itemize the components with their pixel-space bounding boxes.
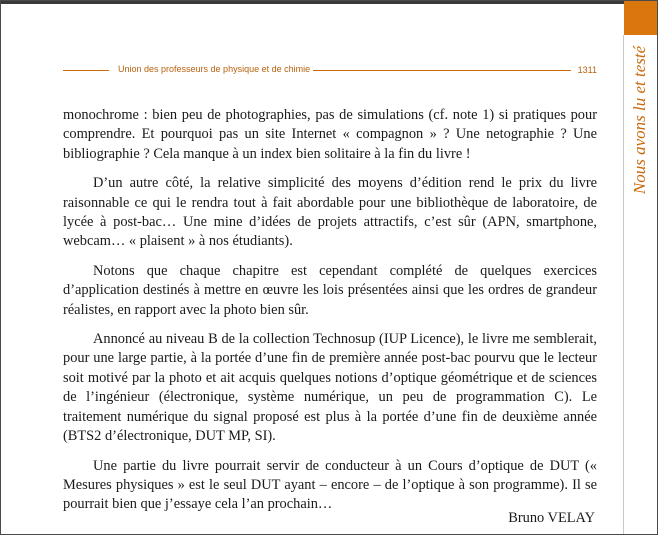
paragraph-3: Notons que chaque chapitre est cependant complété de quelques exercices d’application destinés à mettre en œuvre les lois présentées ainsi que les ordres de grandeur réalistes, en rapport avec la photo bien sûr.	[63, 262, 597, 318]
paragraph-2: D’un autre côté, la relative simplicité des moyens d’édition rend le prix du livre raisonnable ce qui le rendra tout à fait abordable pour une bibliothèque de laboratoire, de lycée à post-bac… Une mine d’idées de projets attractifs, c’est sûr (APN, smartphone, webcam… « plaisent » à nos étudiants).	[63, 175, 597, 250]
author-signature: Bruno VELAY	[508, 510, 595, 526]
header-rule-right	[313, 70, 571, 71]
paragraph-1: monochrome : bien peu de photographies, pas de simulations (cf. note 1) si pratiques pour comprendre. Et pourquoi pas un site Internet « compagnon » ? Une netographie ? Une bibliographie ? Cela manque à un index bien solitaire à la fin du livre !	[63, 107, 597, 162]
section-label	[630, 45, 650, 195]
section-color-tab	[624, 1, 657, 35]
top-border-rule	[1, 1, 625, 4]
section-label-text: Nous avons lu et testé	[630, 45, 650, 195]
page-number: 1311	[577, 65, 597, 75]
article-body	[63, 106, 597, 525]
paragraph-4: Annoncé au niveau B de la collection Technosup (IUP Licence), le livre me semblerait, pour une large partie, à la portée d’une fin de première année post-bac pourvu que le lecteur soit motivé par la photo et ait acquis quelques notions d’optique géométrique et de sciences de l’ingénieur (électronique, système numérique, un peu de programmation C). Le traitement numérique du signal proposé est plus à la portée d’une fin de deuxième année (BTS2 d’électronique, DUT MP, SI).	[63, 331, 597, 445]
paragraph-5: Une partie du livre pourrait servir de conducteur à un Cours d’optique de DUT (« Mesures physiques » est le seul DUT ayant – encore – de l’optique à son programme). Il se pourrait bien que j’essaye cela l’an prochain…	[63, 457, 597, 513]
header-rule-left	[63, 70, 109, 71]
running-header	[63, 63, 597, 77]
journal-title: Union des professeurs de physique et de chimie	[118, 64, 311, 74]
